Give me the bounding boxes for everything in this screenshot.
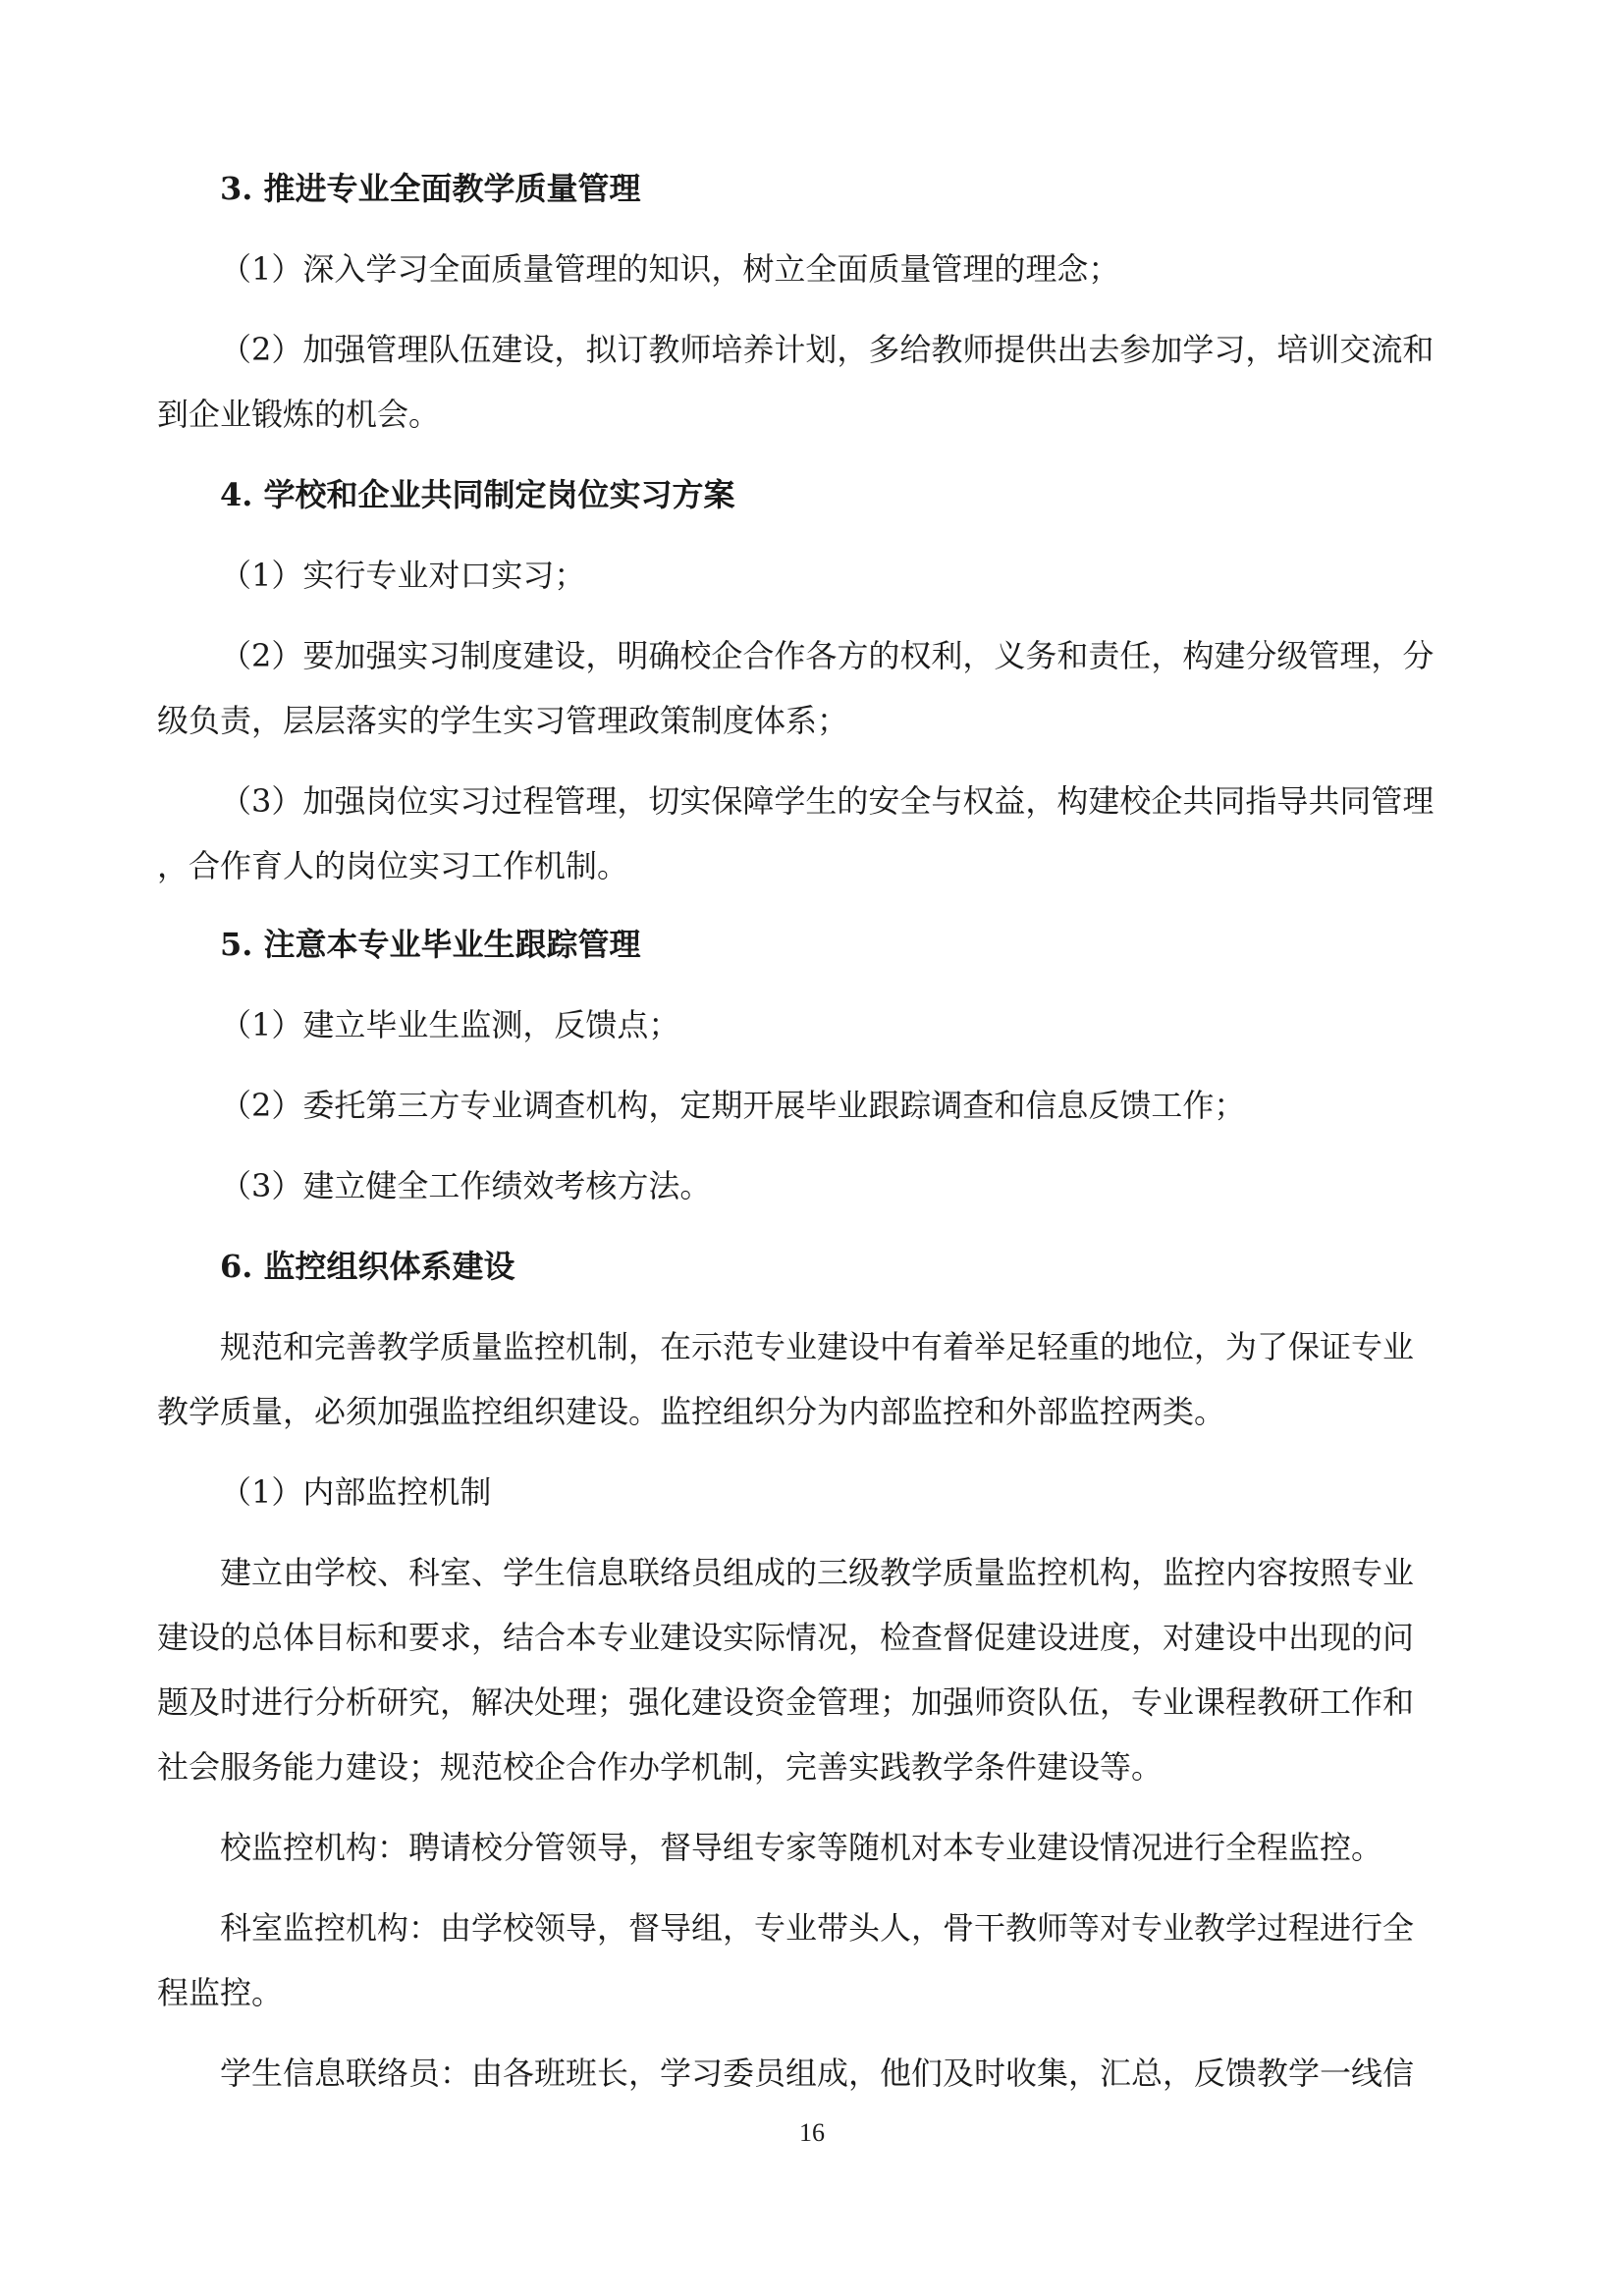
section-5-heading: 5. 注意本专业毕业生跟踪管理 <box>220 926 641 963</box>
s3-item-2-line-2: 到企业锻炼的机会。 <box>157 396 441 433</box>
s6-intro-line-2: 教学质量，必须加强监控组织建设。监控组织分为内部监控和外部监控两类。 <box>157 1393 1226 1430</box>
s5-item-3: （3）建立健全工作绩效考核方法。 <box>220 1167 712 1204</box>
s6-school-monitor: 校监控机构：聘请校分管领导，督导组专家等随机对本专业建设情况进行全程监控。 <box>220 1829 1383 1866</box>
s6-body-line-3: 题及时进行分析研究，解决处理；强化建设资金管理；加强师资队伍，专业课程教研工作和 <box>157 1683 1415 1721</box>
s3-item-2-line-1: （2）加强管理队伍建设，拟订教师培养计划，多给教师提供出去参加学习，培训交流和 <box>220 331 1435 368</box>
s6-body-line-4: 社会服务能力建设；规范校企合作办学机制，完善实践教学条件建设等。 <box>157 1748 1164 1786</box>
section-6-heading: 6. 监控组织体系建设 <box>220 1248 515 1285</box>
section-4-heading: 4. 学校和企业共同制定岗位实习方案 <box>220 476 735 513</box>
s4-item-3-line-2: ，合作育人的岗位实习工作机制。 <box>157 847 629 884</box>
s6-body-line-1: 建立由学校、科室、学生信息联络员组成的三级教学质量监控机构，监控内容按照专业 <box>220 1554 1415 1591</box>
s6-student-liaison-line-1: 学生信息联络员：由各班班长，学习委员组成，他们及时收集，汇总，反馈教学一线信 <box>220 2055 1415 2092</box>
s6-dept-monitor-line-2: 程监控。 <box>157 1974 284 2011</box>
s6-body-line-2: 建设的总体目标和要求，结合本专业建设实际情况，检查督促建设进度，对建设中出现的问 <box>157 1619 1415 1656</box>
s6-intro-line-1: 规范和完善教学质量监控机制，在示范专业建设中有着举足轻重的地位，为了保证专业 <box>220 1328 1415 1365</box>
page-number: 16 <box>799 2118 825 2147</box>
s6-dept-monitor-line-1: 科室监控机构：由学校领导，督导组，专业带头人，骨干教师等对专业教学过程进行全 <box>220 1909 1415 1947</box>
s4-item-2-line-1: （2）要加强实习制度建设，明确校企合作各方的权利，义务和责任，构建分级管理，分 <box>220 637 1435 674</box>
s6-subheading-1: （1）内部监控机制 <box>220 1473 492 1511</box>
s5-item-2: （2）委托第三方专业调查机构，定期开展毕业跟踪调查和信息反馈工作； <box>220 1087 1246 1124</box>
s3-item-1: （1）深入学习全面质量管理的知识，树立全面质量管理的理念； <box>220 250 1120 288</box>
s4-item-1: （1）实行专业对口实习； <box>220 557 586 594</box>
s4-item-3-line-1: （3）加强岗位实习过程管理，切实保障学生的安全与权益，构建校企共同指导共同管理 <box>220 782 1435 820</box>
s5-item-1: （1）建立毕业生监测，反馈点； <box>220 1006 680 1043</box>
s4-item-2-line-2: 级负责，层层落实的学生实习管理政策制度体系； <box>157 702 849 739</box>
section-3-heading: 3. 推进专业全面教学质量管理 <box>220 170 641 207</box>
